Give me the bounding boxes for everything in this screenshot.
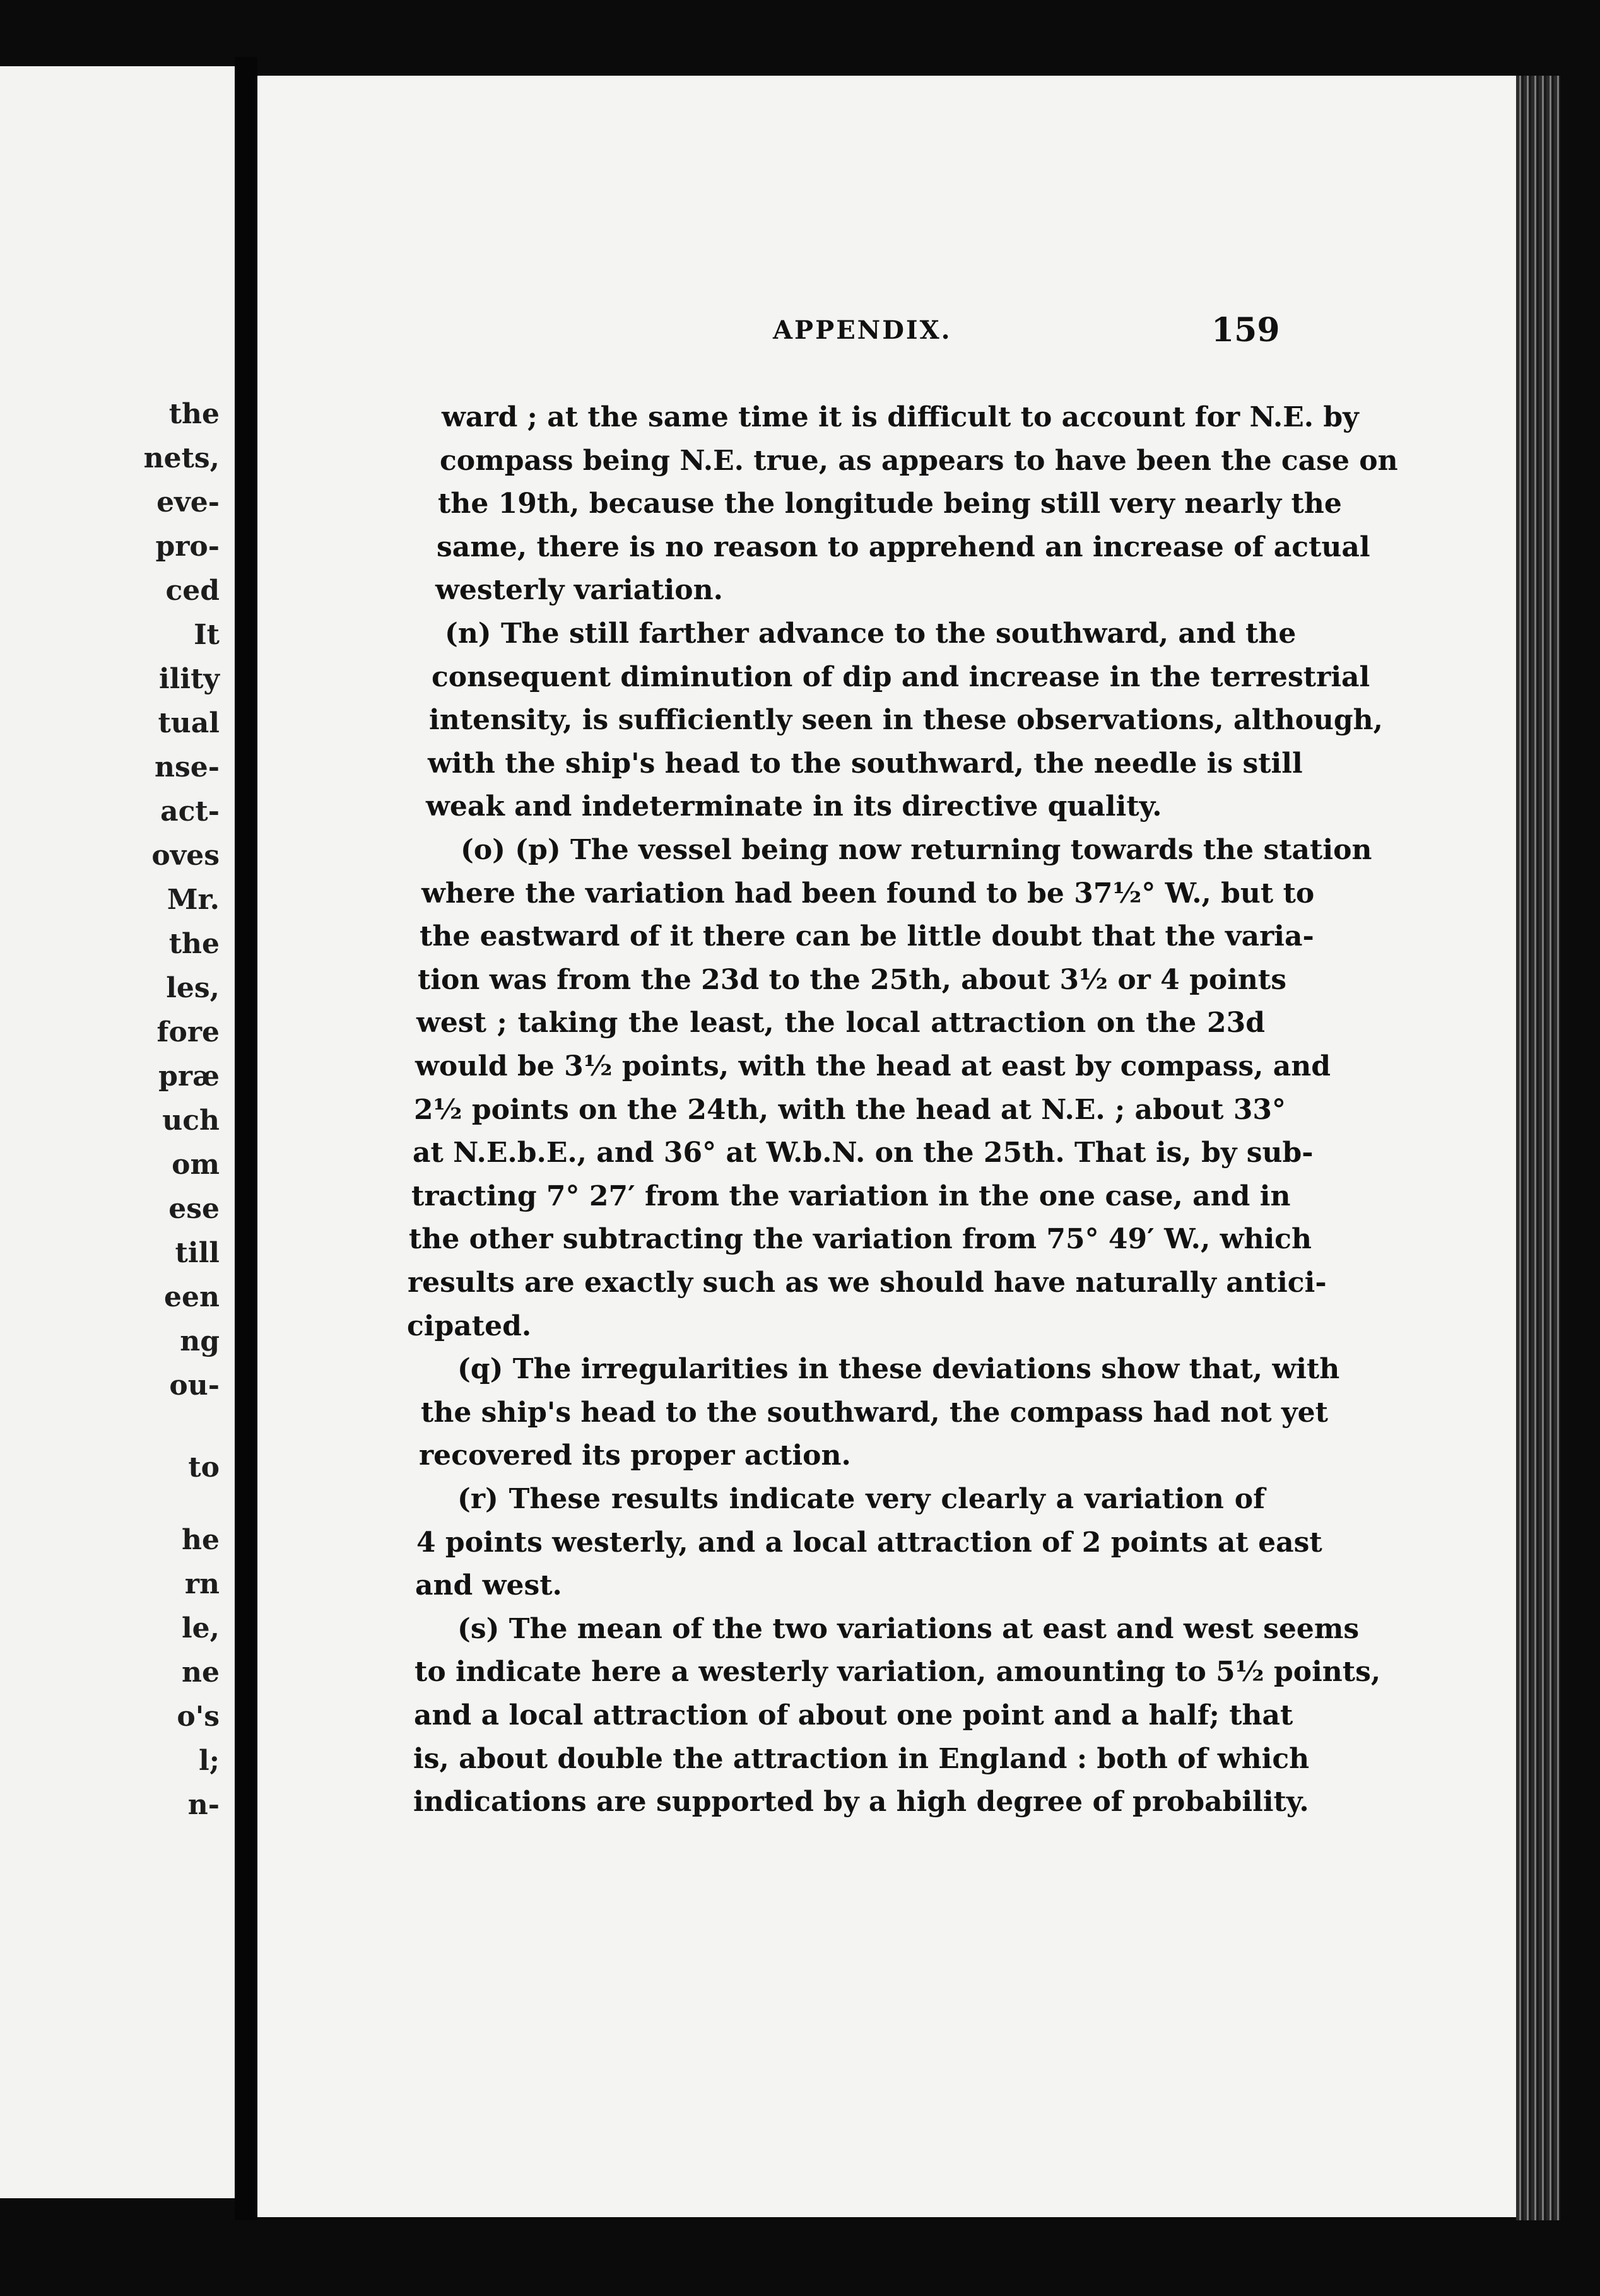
text-line: same, there is no reason to apprehend an increase of actual: [437, 531, 1370, 563]
facing-page-fragment: the: [168, 928, 220, 960]
facing-page-fragment: om: [172, 1149, 220, 1181]
facing-page-fragment: nets,: [143, 442, 220, 474]
text-line: recovered its proper action.: [419, 1439, 851, 1472]
page-edges: [1516, 76, 1560, 2220]
text-line: consequent diminution of dip and increase in the terrestrial: [432, 661, 1370, 693]
text-line: (s) The mean of the two variations at east and west seems: [457, 1613, 1360, 1645]
text-line: indications are supported by a high degree of probability.: [413, 1786, 1309, 1818]
text-line: with the ship's head to the southward, the needle is still: [428, 747, 1303, 780]
text-line: (r) These results indicate very clearly a variation of: [457, 1483, 1265, 1515]
facing-page-fragment: uch: [162, 1104, 220, 1137]
text-line: at N.E.b.E., and 36° at W.b.N. on the 25th. That is, by sub-: [413, 1137, 1314, 1169]
text-line: the eastward of it there can be little doubt that the varia-: [420, 920, 1314, 952]
facing-page-fragment: the: [168, 398, 220, 430]
facing-page-fragment: nse-: [154, 751, 220, 783]
text-line: the ship's head to the southward, the compass had not yet: [421, 1397, 1328, 1429]
text-line: compass being N.E. true, as appears to have been the case on: [440, 445, 1398, 477]
facing-page-fragment: præ: [158, 1060, 220, 1092]
facing-page-fragment: ne: [182, 1656, 220, 1689]
facing-page-fragment: ility: [158, 663, 220, 695]
facing-page-fragment: ou-: [169, 1369, 220, 1402]
facing-page-fragment: to: [188, 1451, 220, 1484]
text-line: westerly variation.: [435, 574, 723, 606]
text-line: tion was from the 23d to the 25th, about 3½ or 4 points: [418, 964, 1287, 996]
facing-page-left: [0, 66, 235, 2198]
facing-page-fragment: till: [175, 1237, 220, 1269]
facing-page-fragment: Mr.: [167, 884, 220, 916]
text-line: (o) (p) The vessel being now returning towards the station: [461, 834, 1372, 866]
text-line: the 19th, because the longitude being still very nearly the: [438, 488, 1342, 520]
text-line: would be 3½ points, with the head at east by compass, and: [415, 1050, 1331, 1082]
facing-page-fragment: n-: [187, 1789, 220, 1821]
facing-page-fragment: ced: [165, 575, 220, 607]
text-line: and west.: [415, 1569, 562, 1602]
book-gutter: [235, 57, 257, 2220]
facing-page-fragment: les,: [166, 972, 220, 1004]
text-line: to indicate here a westerly variation, amounting to 5½ points,: [415, 1656, 1381, 1688]
text-line: results are exactly such as we should have naturally antici-: [408, 1267, 1327, 1299]
text-line: cipated.: [407, 1310, 532, 1342]
facing-page-fragment: ese: [168, 1193, 220, 1225]
facing-page-fragment: ng: [180, 1325, 220, 1357]
facing-page-fragment: le,: [181, 1612, 220, 1644]
text-line: ward ; at the same time it is difficult to account for N.E. by: [442, 401, 1359, 433]
text-line: weak and indeterminate in its directive quality.: [426, 790, 1162, 823]
text-line: where the variation had been found to be 37½° W., but to: [421, 877, 1315, 910]
text-line: tracting 7° 27′ from the variation in the one case, and in: [411, 1180, 1291, 1212]
facing-page-fragment: oves: [151, 840, 220, 872]
text-line: intensity, is sufficiently seen in these observations, although,: [429, 704, 1383, 736]
text-line: (q) The irregularities in these deviations show that, with: [457, 1353, 1340, 1385]
page-number: 159: [1211, 311, 1280, 349]
facing-page-fragment: l;: [199, 1745, 220, 1777]
facing-page-fragment: It: [194, 619, 220, 651]
facing-page-fragment: he: [182, 1524, 220, 1556]
facing-page-fragment: fore: [156, 1016, 220, 1048]
facing-page-fragment: rn: [184, 1568, 220, 1600]
facing-page-fragment: een: [164, 1281, 220, 1313]
facing-page-fragment: tual: [158, 707, 220, 739]
text-line: (n) The still farther advance to the southward, and the: [445, 618, 1297, 650]
facing-page-fragment: act-: [160, 795, 220, 828]
text-line: and a local attraction of about one point and a half; that: [414, 1699, 1293, 1731]
text-line: 4 points westerly, and a local attraction of 2 points at east: [416, 1526, 1322, 1559]
facing-page-fragment: o's: [177, 1701, 220, 1733]
text-line: the other subtracting the variation from 75° 49′ W., which: [409, 1223, 1312, 1255]
facing-page-fragment: eve-: [156, 486, 220, 518]
text-line: west ; taking the least, the local attraction on the 23d: [416, 1007, 1265, 1039]
text-line: is, about double the attraction in England : both of which: [413, 1743, 1310, 1775]
running-head: APPENDIX.: [773, 315, 952, 345]
text-line: 2½ points on the 24th, with the head at N.E. ; about 33°: [414, 1094, 1286, 1126]
facing-page-fragment: pro-: [155, 530, 220, 563]
